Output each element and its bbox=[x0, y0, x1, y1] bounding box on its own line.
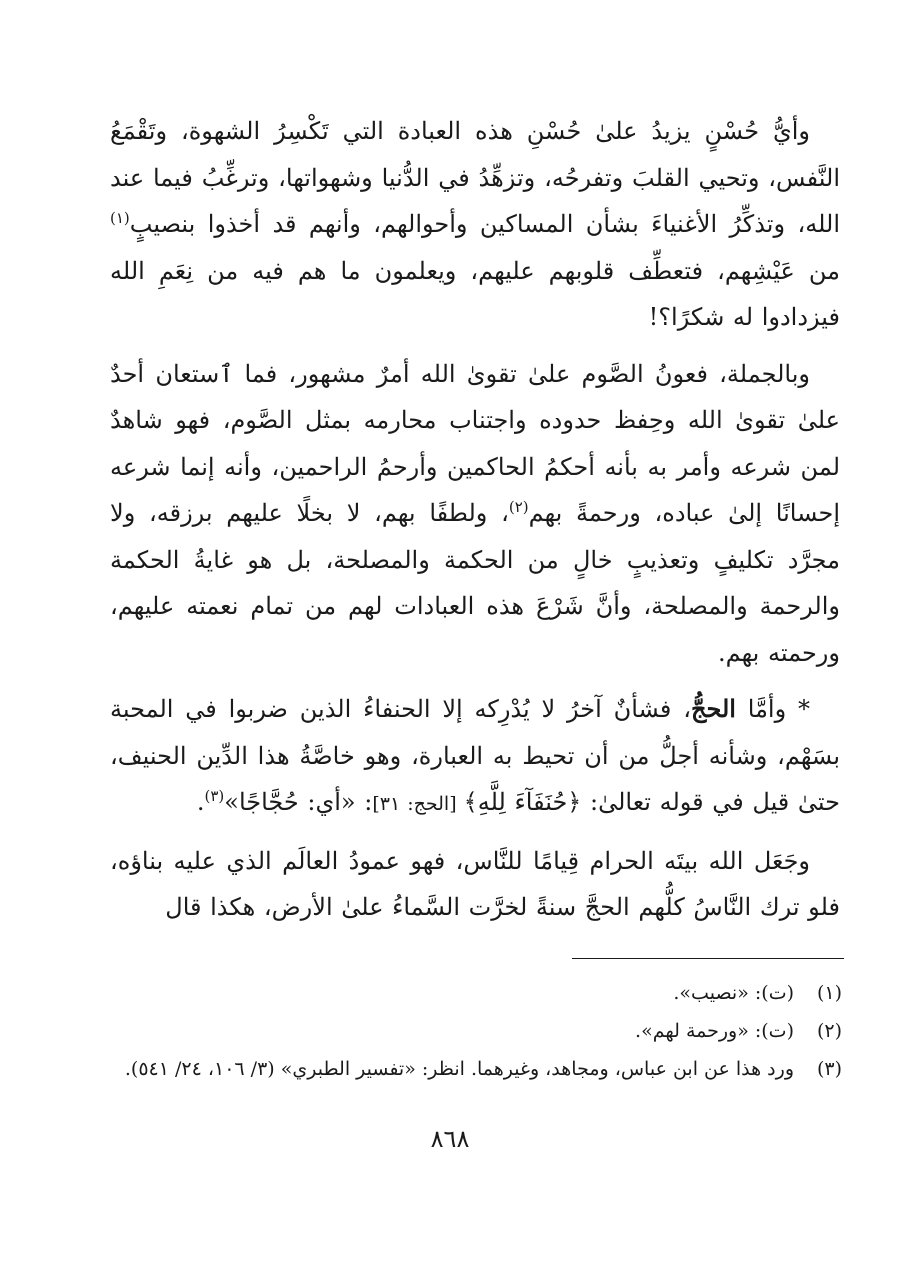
paragraph-fasting-summary: وبالجملة، فعونُ الصَّوم علىٰ تقوىٰ الله أمرٌ مشهور، فما ٱستعان أحدٌ علىٰ تقوىٰ الله وحِفظ حدوده واجتناب محارمه بمثل الصَّوم، فهو شاهدٌ لمن شرعه وأمر به بأنه أحكمُ الحاكمين وأرحمُ الراحمين، وأنه إنما شرعه إحسانًا إلىٰ عباده، ورحمةً بهم$^{(٢)}$، ولطفًا بهم، لا بخلًا عليهم برزقه، ولا مجرَّد تكليفٍ وتعذيبٍ خالٍ من الحكمة والمصلحة، بل هو غايةُ الحكمة والرحمة والمصلحة، وأنَّ شَرْعَ هذه العبادات لهم من تمام نعمته عليهم، ورحمته بهم. bbox=[110, 359, 841, 667]
footnote-marker-2[interactable]: (٢) bbox=[508, 498, 529, 516]
footnote-text: (ت): «ورحمة لهم». bbox=[635, 1020, 794, 1042]
page-number: ٨٦٨ bbox=[430, 1125, 470, 1153]
footnote-divider bbox=[572, 958, 844, 959]
footnotes bbox=[110, 975, 842, 1089]
hajj-heading-word: الحجُّ bbox=[690, 694, 736, 723]
footnote-text: (ت): «نصيب». bbox=[673, 982, 794, 1004]
footnote-number: (٢) bbox=[816, 1020, 842, 1042]
footnote-3 bbox=[110, 1051, 842, 1087]
footnote-number: (٣) bbox=[816, 1058, 842, 1080]
footnote-marker-3[interactable]: (٣) bbox=[204, 787, 225, 805]
footnote-1 bbox=[110, 975, 842, 1011]
paragraph-kaaba: وجَعَل الله بيتَه الحرام قِيامًا للنَّاس، فهو عمودُ العالَم الذي عليه بناؤه، فلو ترك النَّاسُ كلُّهم الحجَّ سنةً لخرَّت السَّماءُ علىٰ الأرض، هكذا قال bbox=[110, 846, 840, 921]
paragraph-fasting-benefits: وأيُّ حُسْنٍ يزيدُ علىٰ حُسْنِ هذه العبادة التي تَكْسِرُ الشهوة، وتَقْمَعُ النَّفس، وتحيي القلبَ وتفرحُه، وتزهِّدُ في الدُّنيا وشهواتها، وترغِّبُ فيما عند الله، وتذكِّرُ الأغنياءَ بشأن المساكين وأحوالهم، وأنهم قد أخذوا بنصيبٍ$^{(١)}$ من عَيْشِهم، فتعطِّف قلوبهم عليهم، ويعلمون ما هم فيه من نِعَمِ الله فيزدادوا له شكرًا؟! bbox=[110, 117, 840, 331]
footnote-marker-1[interactable]: (١) bbox=[110, 209, 130, 227]
footnote-number: (١) bbox=[816, 982, 842, 1004]
main-text bbox=[110, 108, 840, 941]
footnote-2 bbox=[110, 1013, 842, 1049]
verse-reference: [الحج: ٣١] bbox=[372, 793, 464, 815]
paragraph-hajj: * وأمَّا الحجُّ، فشأنٌ آخرُ لا يُدْرِكه إلا الحنفاءُ الذين ضربوا في المحبة بسَهْم، وشأنه أجلُّ من أن تحيط به العبارة، وهو خاصَّةُ هذا الدِّين الحنيف، حتىٰ قيل في قوله تعالىٰ: ﴿حُنَفَآءَ لِلَّهِ﴾ [الحج: ٣١]: «أي: حُجَّاجًا»$^{(٣)}$. bbox=[110, 694, 840, 816]
footnote-text: ورد هذا عن ابن عباس، ومجاهد، وغيرهما. انظر: «تفسير الطبري» (٣/ ١٠٦، ٢٤/ ٥٤١). bbox=[124, 1058, 794, 1080]
quran-verse: ﴿حُنَفَآءَ لِلَّهِ﴾ bbox=[463, 788, 582, 816]
